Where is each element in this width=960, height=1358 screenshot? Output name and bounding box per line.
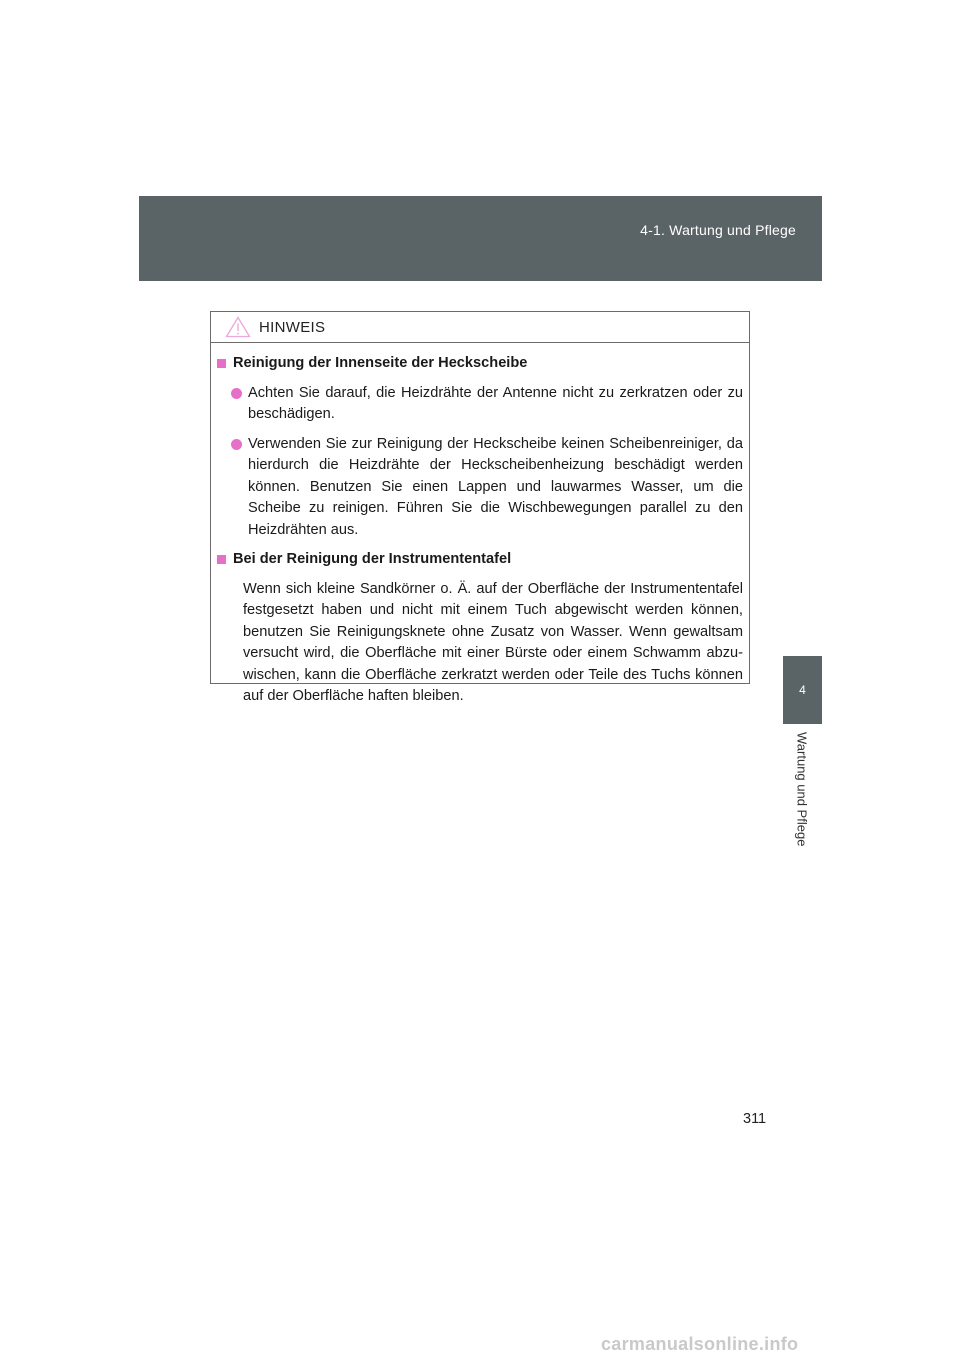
circle-bullet-icon: [231, 439, 242, 450]
notice-header: [211, 312, 749, 343]
list-item-text: Verwenden Sie zur Reinigung der Heckscheibe keinen Scheibenreiniger, da hierdurch die Heizdrähte der Heckscheibenheizung beschädigt werden können. Benutzen Sie einen Lappen und lauwarmes Wasser, um die Scheibe zu reinigen. Führen Sie die Wischbewegungen parallel zu den Heizdrähten aus.: [248, 435, 743, 538]
section-paragraph: [243, 579, 743, 708]
section-title: 4-1. Wartung und Pflege: [640, 222, 796, 238]
square-bullet-icon: [217, 555, 226, 564]
watermark: carmanualsonline.info: [601, 1334, 799, 1354]
section-heading-text: Reinigung der Innenseite der Heckscheibe: [233, 355, 528, 371]
list-item: [231, 383, 743, 426]
list-item: [231, 434, 743, 542]
warning-triangle-icon: [225, 316, 251, 338]
chapter-tab-label-wrap: [782, 732, 822, 866]
square-bullet-icon: [217, 359, 226, 368]
circle-bullet-icon: [231, 388, 242, 399]
notice-box: [210, 311, 750, 704]
notice-title: HINWEIS: [259, 318, 326, 336]
section-heading-text: Bei der Reinigung der Instrumententafel: [233, 551, 512, 567]
chapter-tab-number: 4: [783, 656, 822, 724]
chapter-header-bar: [139, 196, 822, 281]
page-number: 311: [743, 1111, 767, 1127]
section-heading-instrument-panel: [217, 549, 743, 571]
list-item-text: Achten Sie darauf, die Heizdrähte der Antenne nicht zu zerkratzen oder zu beschädigen.: [248, 384, 743, 422]
section-heading-rear-window: [217, 353, 743, 375]
notice-body: [211, 343, 749, 708]
paragraph-text: Wenn sich kleine Sandkörner o. Ä. auf der Oberfläche der Instrumententafel festgesetzt haben und nicht mit einem Tuch abgewischt werden können, benutzen Sie Reinigungsknete ohne Zusatz von Wasser. Wenn gewaltsam versucht wird, die Oberfläche mit einer Bürste oder einem Schwamm abzu-wischen, kann die Oberfläche zerkratzt werden oder Teile des Tuchs können auf der Oberfläche haften bleiben.: [243, 580, 743, 704]
chapter-tab-label: Wartung und Pflege: [794, 732, 810, 847]
